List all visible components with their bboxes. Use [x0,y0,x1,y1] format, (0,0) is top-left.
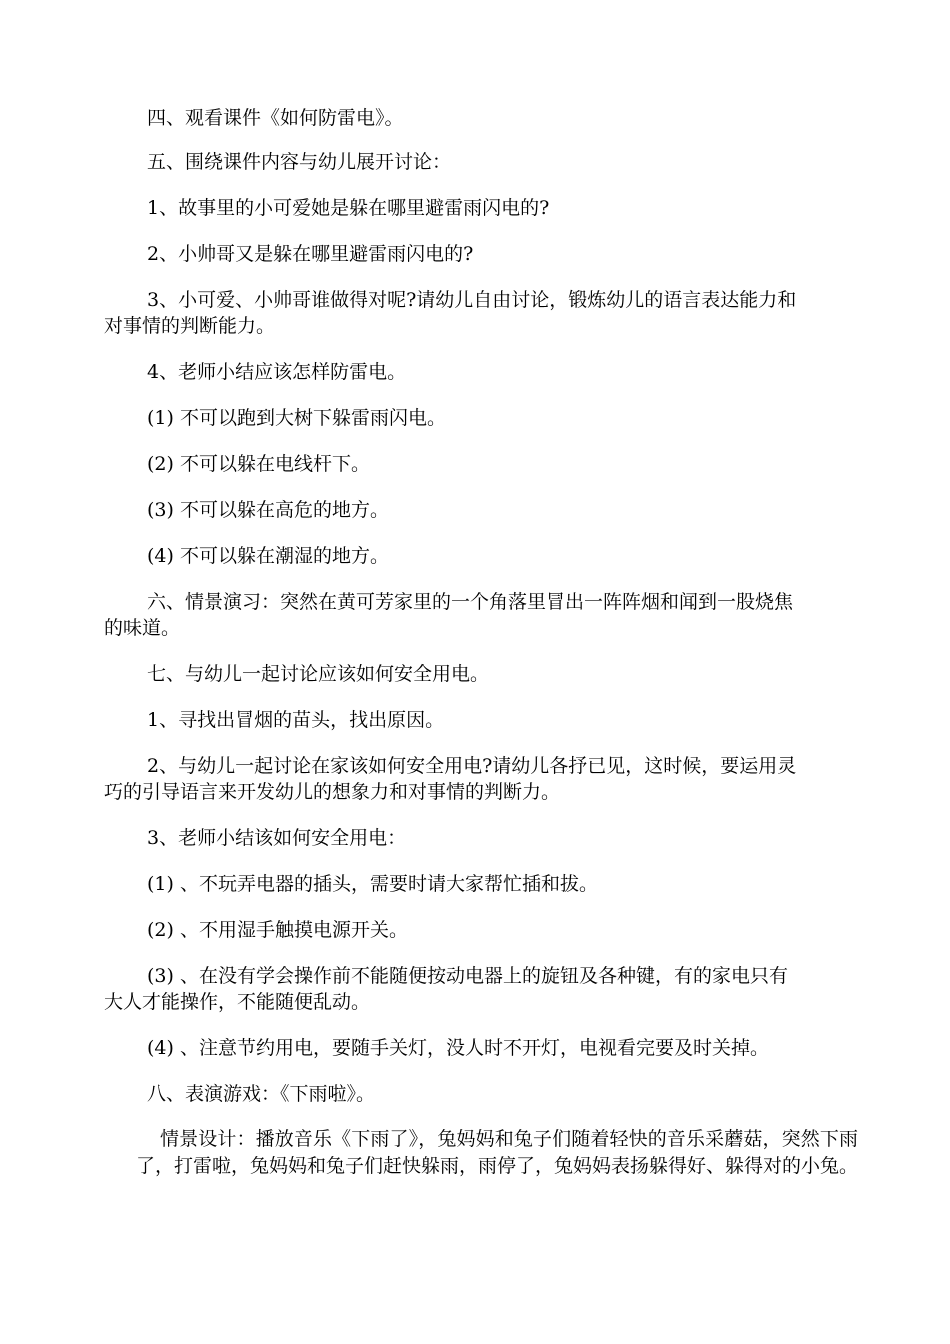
safety-item-1: 1、寻找出冒烟的苗头，找出原因。 [147,709,445,731]
electric-rule-4: (4) 、注意节约用电，要随手关灯，没人时不开灯，电视看完要及时关掉。 [147,1037,769,1059]
section-heading-6-line-1: 六、情景演习：突然在黄可芳家里的一个角落里冒出一阵阵烟和闻到一股烧焦 [147,591,794,613]
lightning-rule-3: (3) 不可以躲在高危的地方。 [147,499,389,521]
electric-rule-3-line-1: (3) 、在没有学会操作前不能随便按动电器上的旋钮及各种键，有的家电只有 [147,965,788,987]
discussion-item-2: 2、小帅哥又是躲在哪里避雷雨闪电的? [147,243,474,265]
discussion-item-4: 4、老师小结应该怎样防雷电。 [147,361,407,383]
safety-item-3: 3、老师小结该如何安全用电： [147,827,407,849]
safety-item-2-line-1: 2、与幼儿一起讨论在家该如何安全用电?请幼儿各抒已见，这时候，要运用灵 [147,755,797,777]
lightning-rule-1: (1) 不可以跑到大树下躲雷雨闪电。 [147,407,446,429]
discussion-item-3-line-1: 3、小可爱、小帅哥谁做得对呢?请幼儿自由讨论，锻炼幼儿的语言表达能力和 [147,289,797,311]
electric-rule-1: (1) 、不玩弄电器的插头，需要时请大家帮忙插和拔。 [147,873,598,895]
safety-item-2-line-2: 巧的引导语言来开发幼儿的想象力和对事情的判断力。 [104,781,561,803]
section-heading-5: 五、围绕课件内容与幼儿展开讨论： [147,151,452,173]
section-heading-4: 四、观看课件《如何防雷电》。 [147,107,404,129]
discussion-item-1: 1、故事里的小可爱她是躲在哪里避雷雨闪电的? [147,197,550,219]
section-heading-8: 八、表演游戏：《下雨啦》。 [147,1083,376,1105]
electric-rule-2: (2) 、不用湿手触摸电源开关。 [147,919,408,941]
discussion-item-3-line-2: 对事情的判断能力。 [104,315,276,337]
section-heading-7: 七、与幼儿一起讨论应该如何安全用电。 [147,663,490,685]
lightning-rule-2: (2) 不可以躲在电线杆下。 [147,453,370,475]
section-heading-6-line-2: 的味道。 [104,617,181,639]
lightning-rule-4: (4) 不可以躲在潮湿的地方。 [147,545,389,567]
electric-rule-3-line-2: 大人才能操作，不能随便乱动。 [104,991,371,1013]
scene-design-paragraph: 情景设计：播放音乐《下雨了》，兔妈妈和兔子们随着轻快的音乐采蘑菇，突然下雨了，打雷啦，兔妈妈和兔子们赶快躲雨，雨停了，兔妈妈表扬躲得好、躲得对的小兔。 [135,1128,858,1177]
